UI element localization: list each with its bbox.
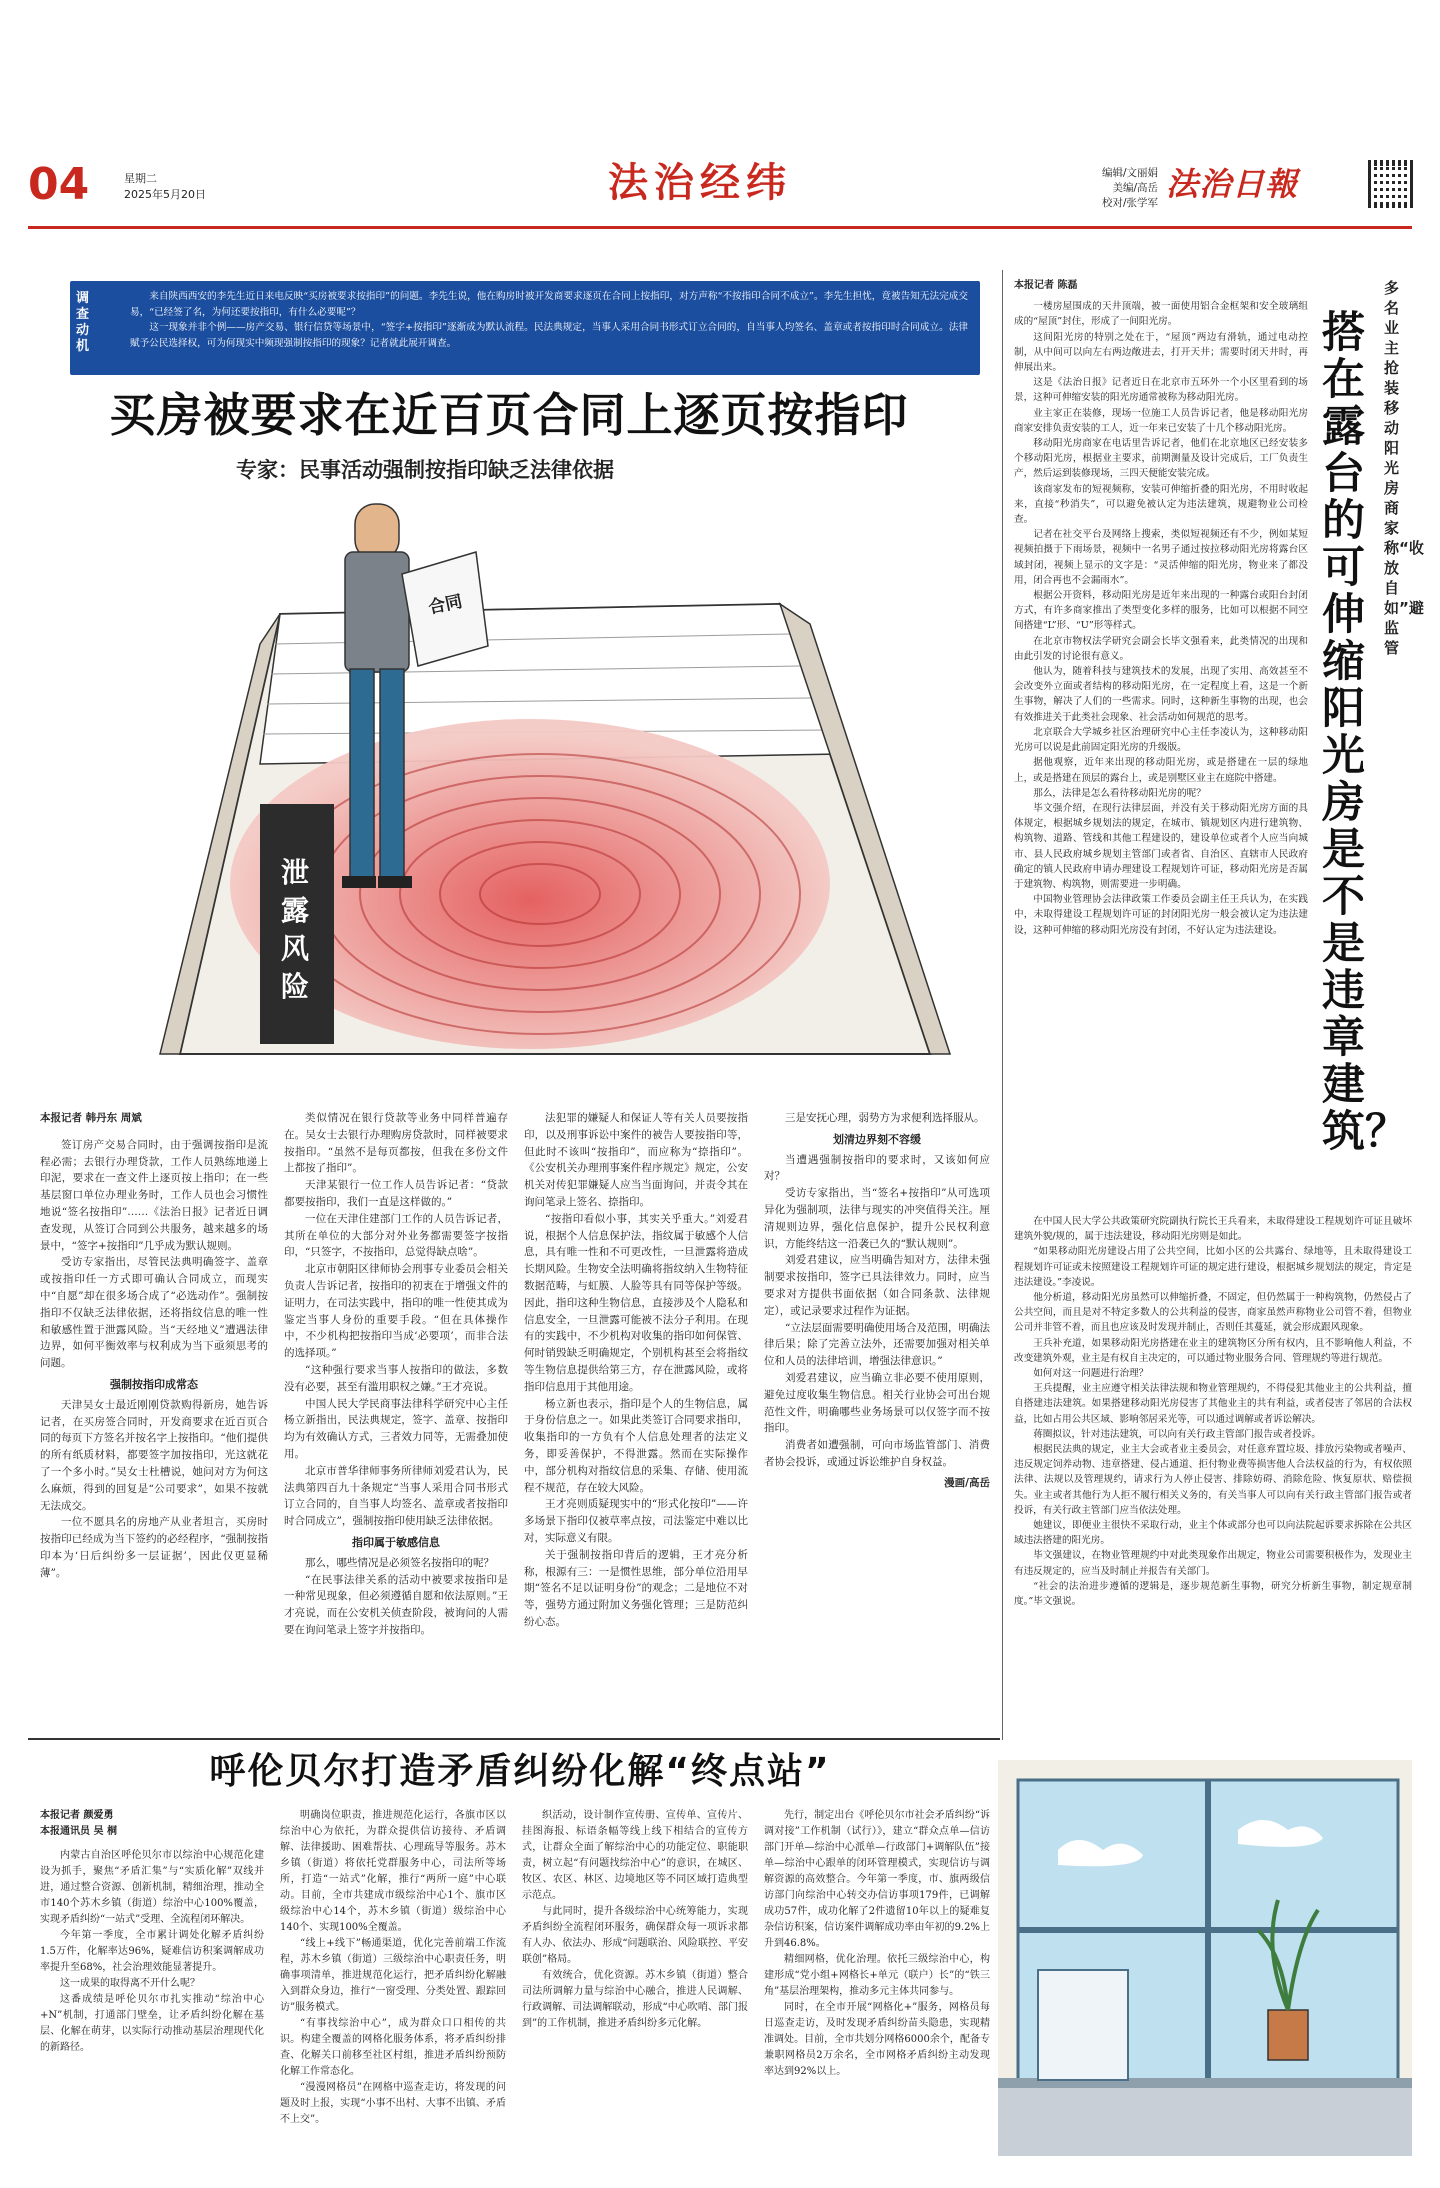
bottom-column-4: 先行，制定出台《呼伦贝尔市社会矛盾纠纷“诉调对接”工作机制（试行）》，建立“群众点单—信访部门开单—综治中心派单—行政部门+调解队伍”接单—综治中心跟单的闭环管理模式，实现信访与调解资源的高效整合。今年第一季度，市、旗两级信访部门向综治中心转交办信访事项179件，已调解成功57件，成功化解了2件遗留10年以上的疑难复杂信访积案，信访案件调解成功率由年初的9.2%上升到46.8%。 精细网格，优化治理。依托三级综治中心，构建形成“党小组+网格长+单元（联户）长”的“铁三角”基层治理架构，推动多元主体共同参与。 同时，在全市开展“网格化+”服务，网格员每日巡查走访，及时发现矛盾纠纷苗头隐患，实现精准调处。目前，全市共划分网格6000余个，配备专兼职网格员2万余名，全市网格矛盾纠纷主动发现率达到92%以上。 — [764, 1810, 990, 2077]
bottom-column-2: 明确岗位职责，推进规范化运行，各旗市区以综治中心为依托，为群众提供信访接待、矛盾调解、法律援助、困难帮扶、心理疏导等服务。苏木乡镇（街道）将依托党群服务中心，司法所等场所，打造“一站式”化解，推行“两所一庭”中心联动。目前，全市共建成市级综治中心1个、旗市区级综治中心14个，苏木乡镇（街道）级综治中心140个、实现100%全覆盖。 “线上+线下”畅通渠道，优化完善前端工作流程，苏木乡镇（街道）三级综治中心职责任务，明确事项清单，推进规范化运行，把矛盾纠纷化解融入到群众身边，推行“一窗受理、分类处置、跟踪回访”服务模式。 “有事找综治中心”，成为群众口口相传的共识。构建全覆盖的网格化服务体系，将矛盾纠纷排查、化解关口前移至社区村组，推进矛盾纠纷预防化解工作常态化。 “漫漫网格员”在网格中巡查走访，将发现的问题及时上报，实现“小事不出村、大事不出镇、矛盾不上交”。 — [280, 1810, 506, 2125]
column-4: 三是安抚心理，弱势方为求便利选择服从。 划清边界刻不容缓 当遭遇强制按指印的要求时，又该如何应对？ 受访专家指出，当“签名+按指印”从可选项异化为强制项，法律与现实的冲突值得关注。厘清规则边界，强化信息保护，提升公民权利意识，方能终结这一沿袭已久的“默认规则”。 刘爱君建议，应当明确告知对方，法律未强制要求按指印，签字已具法律效力。同时，应当要求对方提供书面依据（如合同条款、法律规定），或记录要求过程作为证据。 “立法层面需要明确使用场合及范围，明确法律后果；除了完善立法外，还需要加强对相关单位和人员的法律培训，增强法律意识。” 刘爱君建议，应当确立非必要不使用原则，避免过度收集生物信息。相关行业协会可出台规范性文件，明确哪些业务场景可以仅签字而不按指印。 消费者如遭强制，可向市场监管部门、消费者协会投诉，或通过诉讼维护自身权益。 漫画/高岳 — [764, 1110, 990, 1492]
main-story-body — [40, 1110, 990, 1730]
contract-book-illustration — [140, 494, 956, 1074]
column-3: 法犯罪的嫌疑人和保证人等有关人员要按指印，以及刑事诉讼中案件的被告人要按指印等，但此时不该叫“按指印”，而应称为“捺指印”。《公安机关办理刑事案件程序规定》规定，公安机关对传犯罪嫌疑人应当当面询问，并责令其在询问笔录上签名、捺指印。 “按指印看似小事，其实关乎重大。”刘爱君说，根据个人信息保护法，指纹属于敏感个人信息，具有唯一性和不可更改性，一旦泄露将造成长期风险。生物安全法明确将指纹纳入生物特征数据范畴，与虹膜、人脸等具有同等保护等级。因此，指印这种生物信息，直接涉及个人隐私和信息安全，一旦泄露可能被不法分子利用。在现有的实践中，不少机构对收集的指印如何保管、何时销毁缺乏明确规定，个别机构甚至会将指纹等生物信息提供给第三方，存在泄露风险，或将指印信息用于其他用途。 杨立新也表示，指印是个人的生物信息，属于身份信息之一。如果此类签订合同要求指印，收集指印的一方负有个人信息处理者的法定义务，即妥善保护，不得泄露。然而在实际操作中，部分机构对指纹信息的采集、存储、使用流程不规范，存在较大风险。 王才亮则质疑现实中的“形式化按印”——许多场景下指印仅被草率点按，司法鉴定中难以比对，实际意义有限。 关于强制按指印背后的逻辑，王才亮分析称，根源有三：一是惯性思维，部分单位沿用早期“签名不足以证明身份”的观念；二是地位不对等，强势方通过附加义务强化管理；三是防范纠纷心态。 — [524, 1112, 748, 1628]
subhead-3: 划清边界刻不容缓 — [833, 1132, 921, 1146]
main-illustration — [140, 494, 956, 1074]
designer: 美编/高岳 — [1112, 182, 1158, 194]
issue-date: 2025年5月20日 — [124, 188, 206, 201]
lede-text: 来自陕西西安的李先生近日来电反映“买房被要求按指印”的问题。李先生说，他在购房时被开发商要求逐页在合同上按指印，对方声称“不按指印合同不成立”。李先生担忧，竟被告知无法完成交易，“已经签了名，为何还要按指印，有什么必要呢”？ 这一现象并非个例——房产交易、银行信贷等场景中，“签字+按指印”逐渐成为默认流程。民法典规定，当事人采用合同书形式订立合同的，自当事人均签名、盖章或者按指印时合同成立。法律赋予公民选择权，可为何现实中频现强制按指印的现象？记者就此展开调查。 — [130, 291, 968, 349]
header-rule — [28, 226, 1412, 229]
qr-code-icon — [1368, 160, 1416, 208]
column-1: 本报记者 韩丹东 周斌 签订房产交易合同时，由于强调按指印是流程必需；去银行办理贷款，工作人员熟练地递上印泥，要求在一查文件上逐页按上指印；在一些基层窗口单位办理业务时，工作人员也会习惯性地说“签名按指印”……《法治日报》记者近日调查发现，从签订合同到公共服务，越来越多的场景中，“签字+按指印”几乎成为默认规则。 受访专家指出，尽管民法典明确签字、盖章或按指印任一方式即可确认合同成立，而现实中“自愿”却在很多场合成了“必选动作”。强制按指印不仅缺乏法律依据，还将指纹信息的唯一性和敏感性置于泄露风险。当“天经地义”遭遇法律边界，如何平衡效率与权利成为当下亟须思考的问题。 强制按指印成常态 天津吴女士最近刚刚贷款购得新房，她告诉记者，在买房签合同时，开发商要求在近百页合同的每页下方签名并按名字上按指印。“他们提供的所有纸质材料，都要签字加按指印，光这就花了一个多小时。”吴女士杜槽说，她问对方为何这么麻烦，得到的回复是“公司要求”，如果不按就无法成交。 一位不愿具名的房地产从业者坦言，买房时按指印已经成为当下签约的必经程序，“强制按指印本为‘日后纠纷多一层证据’，因此仅更显稀薄”。 — [40, 1112, 268, 1579]
window-scene-svg — [998, 1760, 1412, 2156]
page-header — [28, 160, 1412, 222]
subhead-2: 指印属于敏感信息 — [352, 1535, 440, 1549]
column-2: 类似情况在银行贷款等业务中同样普遍存在。吴女士去银行办理购房贷款时，同样被要求按指印。“虽然不是每页都按，但我在多份文件上都按了指印”。 天津某银行一位工作人员告诉记者：“贷款都要按指印，我们一直是这样做的。” 一位在天津住建部门工作的人员告诉记者，其所在单位的大部分对外业务都需要签字按指印，“只签字，不按指印，总觉得缺点啥”。 北京市朝阳区律师协会刑事专业委员会相关负责人告诉记者，按指印的初衷在于增强文件的证明力，在司法实践中，指印的唯一性使其成为鉴定当事人身份的重要手段。“但在具体操作中，不少机构把按指印当成‘必要项’，而非合法的选择项。” “这种强行要求当事人按指印的做法，多数没有必要，甚至有滥用职权之嫌。”王才亮说。 中国人民大学民商事法律科学研究中心主任杨立新指出，民法典规定，签字、盖章、按指印均为有效确认方式，三者效力同等，无需叠加使用。 北京市普华律师事务所律师刘爱君认为，民法典第四百九十条规定“当事人采用合同书形式订立合同的，自当事人均签名、盖章或者按指印时合同成立”，强制按指印使用缺乏法律依据。 指印属于敏感信息 那么，哪些情况是必须签名按指印的呢？ “在民事法律关系的活动中被要求按指印是一种常见现象，但必须遵循自愿和依法原则。”王才亮说，而在公安机关侦查阶段，被询问的人需要在询问笔录上签字并按指印。 — [284, 1112, 508, 1636]
bottom-headline: 呼伦贝尔打造矛盾纠纷化解“终点站” — [209, 1751, 831, 1792]
bottom-story-body — [40, 1808, 990, 2180]
bottom-byline-2: 本报通讯员 吴 桐 — [40, 1826, 117, 1837]
lede-tag: 调查动机 — [76, 291, 90, 354]
side-story-body: 本报记者 陈磊 一楼房屋围成的天井顶端，被一面使用铝合金框架和安全玻璃组成的“屋顶”封住，形成了一间阳光房。 这间阳光房的特别之处在于，“屋顶”两边有滑轨，通过电动控制，从中间可以向左右两边敞进去，打开天井；需要时闭天井时，再伸展出来。 这是《法治日报》记者近日在北京市五环外一个小区里看到的场景，这种可伸缩安装的阳光房通常被称为移动阳光房。 业主家正在装修，现场一位施工人员告诉记者，他是移动阳光房商家安排负责安装的工人，近一年来已安装了十几个移动阳光房。 移动阳光房商家在电话里告诉记者，他们在北京地区已经安装多个移动阳光房，根据业主要求，前期测量及设计完成后，工厂负责生产，然后运到装修现场，三四天便能安装完成。 该商家发布的短视频称，安装可伸缩折叠的阳光房，不用时收起来，直接“秒消失”，可以避免被认定为违法建筑，规避物业公司检查。 记者在社交平台及网络上搜索，类似短视频还有不少，例如某短视频拍摄于下雨场景，视频中一名男子通过按拉移动阳光房将露台区域封闭，视频上显示的文字是：“灵活伸缩的阳光房，物业来了都没用，闭合再也不会漏雨水”。 根据公开资料，移动阳光房是近年来出现的一种露台或阳台封闭方式，有许多商家推出了类型变化多样的服务，比如可以根据不同空间搭建“L”形、“U”形等样式。 在北京市物权法学研究会副会长毕文强看来，此类情况的出现和由此引发的讨论很有意义。 他认为，随着科技与建筑技术的发展，出现了实用、高效甚至不会改变外立面或者结构的移动阳光房，在一定程度上看，这是一个新生事物，解决了人们的一些需求。同时，这种新生事物的出现，也会有效推进关于此类社会现象、社会活动如何规范的思考。 北京联合大学城乡社区治理研究中心主任李凌认为，这种移动阳光房可以说是此前固定阳光房的升级版。 据他观察，近年来出现的移动阳光房，或是搭建在一层的绿地上，或是搭建在顶层的露台上，或是别墅区业主在庭院中搭建。 那么，法律是怎么看待移动阳光房的呢？ 毕文强介绍，在现行法律层面，并没有关于移动阳光房方面的具体规定，根据城乡规划法的规定，在城市、镇规划区内进行建筑物、构筑物、道路、管线和其他工程建设的，建设单位或者个人应当向城市、县人民政府城乡规划主管部门或者省、自治区、直辖市人民政府确定的镇人民政府申请办理建设工程规划许可证，移动阳光房是否属于建筑物、构筑物，则需要进一步明确。 中国物业管理协会法律政策工作委员会副主任王兵认为，在实践中，未取得建设工程规划许可证的封闭阳光房一般会被认定为违法建设，这种可伸缩的移动阳光房没有封闭，不好认定为违法建设。 — [1014, 280, 1308, 936]
subhead-1: 强制按指印成常态 — [110, 1377, 198, 1391]
main-headline: 买房被要求在近百页合同上逐页按指印 — [109, 388, 909, 442]
side-story-kicker: 多名业主抢装移动阳光房 商家称“收放自如”避监管 — [1384, 279, 1424, 657]
risk-vertical-caption: 泄露风险 — [280, 856, 309, 1003]
bottom-rule — [28, 1738, 1000, 1740]
bottom-column-1: 本报记者 颜爱勇 本报通讯员 吴 桐 内蒙古自治区呼伦贝尔市以综治中心规范化建设为抓手，聚焦“矛盾汇集”与“实质化解”双线并进，通过整合资源、创新机制，精细治理，推动全市140个苏木乡镇（街道）综治中心100%覆盖，实现矛盾纠纷“一站式”受理、全流程闭环解决。 今年第一季度，全市累计调处化解矛盾纠纷1.5万件，化解率达96%，疑难信访积案调解成功率提升至68%，社会治理效能显著提升。 这一成果的取得离不开什么呢？ 这番成绩是呼伦贝尔市扎实推动“综治中心+N”机制，打通部门壁垒，让矛盾纠纷化解在基层、化解在萌芽，以实际行动推动基层治理现代化的新路径。 — [40, 1810, 264, 2053]
side-story-body-wide: 在中国人民大学公共政策研究院副执行院长王兵看来，未取得建设工程规划许可证且破坏建筑外貌/规的，属于违法建设，移动阳光房则是如此。 “如果移动阳光房建设占用了公共空间，比如小区的公共露台、绿地等，且未取得建设工程规划许可证或未按照建设工程规划许可证的规定进行建设，根据城乡规划法的规定，肯定是违法建设。”李凌说。 他分析道，移动阳光房虽然可以伸缩折叠，不固定，但仍然属于一种构筑物，仍然侵占了公共空间，而且是对不特定多数人的公共利益的侵害，商家虽然声称物业公司管不着，但物业公司并非管不着，而且也应该及时发现并制止，否则任其蔓延，就会形成跟风现象。 王兵补充道，如果移动阳光房搭建在业主的建筑物区分所有权内，且不影响他人利益，不改变建筑外观，业主是有权自主决定的，可以通过物业服务合同、管理规约等进行规范。 如何对这一问题进行治理？ 王兵提醒，业主应遵守相关法律法规和物业管理规约，不得侵犯其他业主的公共利益，擅自搭建违法建筑。如果搭建移动阳光房侵害了其他业主的共有利益，或者侵害了邻居的合法权益，比如占用公共区域、影响邻居采光等，可以通过调解或者诉讼解决。 蒋圈拟议，针对违法建筑，可以向有关行政主管部门报告或者投诉。 根据民法典的规定，业主大会或者业主委员会，对任意弃置垃圾、排放污染物或者噪声、违反规定饲养动物、违章搭建、侵占通道、拒付物业费等损害他人合法权益的行为，有权依照法律、法规以及管理规约，请求行为人停止侵害、排除妨碍、消除危险、恢复原状、赔偿损失。业主或者其他行为人拒不履行相关义务的，有关当事人可以向有关行政主管部门报告或者投诉，有关行政主管部门应当依法处理。 她建议，即便业主很快不采取行动，业主个体或部分也可以向法院起诉要求拆除在公共区域违法搭建的阳光房。 毕文强建议，在物业管理规约中对此类现象作出规定，物业公司需要积极作为，发现业主有违反规定的，应当及时制止并报告有关部门。 “社会的法治进步遵循的逻辑是，逐步规范新生事物，研究分析新生事物，制定规章制度。”毕文强说。 — [1014, 1216, 1412, 1608]
contract-label: 合同 — [426, 591, 465, 619]
side-byline: 本报记者 陈磊 — [1014, 280, 1078, 291]
column-divider — [1002, 270, 1003, 1740]
section-title: 法治经纬 — [608, 160, 792, 206]
side-story-headline: 搭在露台的可伸缩阳光房是不是违章建筑？ — [1322, 308, 1408, 1157]
bottom-byline-1: 本报记者 颜爱勇 — [40, 1810, 114, 1821]
page-number: 04 — [28, 159, 90, 210]
main-subheadline: 专家：民事活动强制按指印缺乏法律依据 — [236, 458, 614, 482]
comic-credit: 漫画/高岳 — [944, 1476, 990, 1489]
weekday: 星期二 — [124, 172, 157, 185]
editor-credits — [1088, 166, 1158, 211]
main-byline: 本报记者 韩丹东 周斌 — [40, 1112, 142, 1124]
window-illustration — [998, 1760, 1412, 2156]
masthead-logo: 法治日報 — [1166, 165, 1299, 203]
proofreader: 校对/张学军 — [1101, 197, 1158, 209]
lede-box — [70, 281, 980, 375]
editor: 编辑/文丽娟 — [1101, 167, 1158, 179]
bottom-column-3: 织活动，设计制作宣传册、宣传单、宣传片、挂图海报、标语条幅等线上线下相结合的宣传方式，让群众全面了解综治中心的功能定位、职能职责，树立起“有问题找综治中心”的意识，在城区、牧区、农区、林区、边境地区等不同区域打造典型示范点。 与此同时，提升各级综治中心统筹能力，实现矛盾纠纷全流程闭环服务，确保群众每一项诉求都有人办、依法办、形成“问题联治、风险联控、平安联创”格局。 有效统合，优化资源。苏木乡镇（街道）整合司法所调解力量与综治中心融合，推进人民调解、行政调解、司法调解联动，形成“中心吹哨、部门报到”的工作机制，推进矛盾纠纷多元化解。 — [522, 1810, 748, 2029]
